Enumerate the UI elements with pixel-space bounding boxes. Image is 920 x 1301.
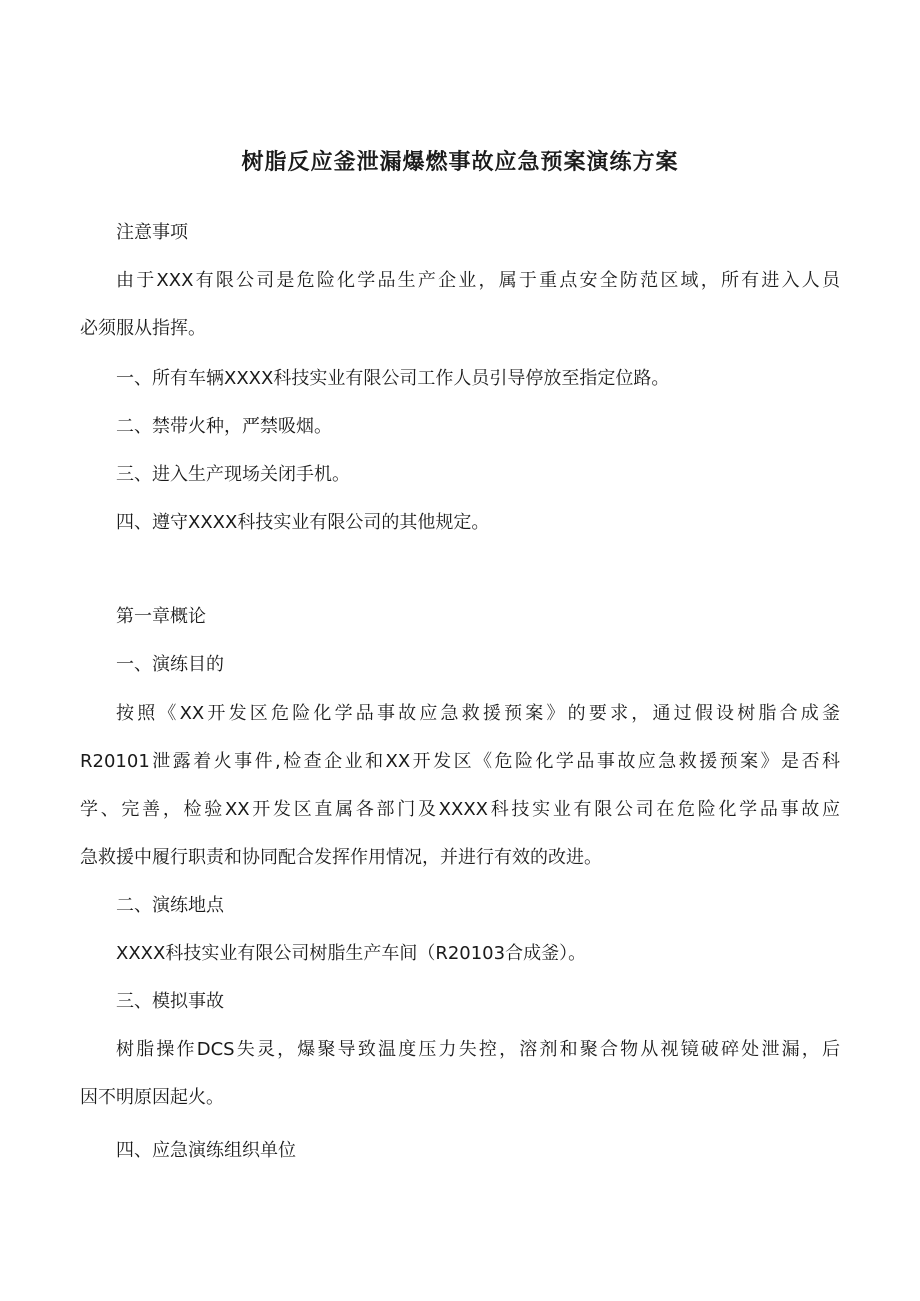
notice-item-1: 一、所有车辆XXXX科技实业有限公司工作人员引导停放至指定位路。 xyxy=(116,368,670,389)
document-title: 树脂反应釜泄漏爆燃事故应急预案演练方案 xyxy=(241,150,679,175)
section-1-line-2: R20101泄露着火事件,检查企业和XX开发区《危险化学品事故应急救援预案》是否科 xyxy=(80,751,840,772)
section-1-heading: 一、演练目的 xyxy=(116,654,224,675)
section-3-line-2: 因不明原因起火。 xyxy=(80,1087,224,1108)
section-1-line-3: 学、完善，检验XX开发区直属各部门及XXXX科技实业有限公司在危险化学品事故应 xyxy=(80,799,840,820)
notice-heading: 注意事项 xyxy=(116,222,188,243)
notice-item-3: 三、进入生产现场关闭手机。 xyxy=(116,464,350,485)
section-1-line-4: 急救援中履行职责和协同配合发挥作用情况，并进行有效的改进。 xyxy=(80,847,602,868)
notice-intro-line1: 由于XXX有限公司是危险化学品生产企业，属于重点安全防范区域，所有进入人员 xyxy=(116,270,840,291)
section-2-body: XXXX科技实业有限公司树脂生产车间（R20103合成釜）。 xyxy=(116,943,587,964)
section-4-heading: 四、应急演练组织单位 xyxy=(116,1140,296,1161)
notice-item-2: 二、禁带火种，严禁吸烟。 xyxy=(116,416,332,437)
section-1-line-1: 按照《XX开发区危险化学品事故应急救援预案》的要求，通过假设树脂合成釜 xyxy=(116,703,840,724)
section-3-line-1: 树脂操作DCS失灵，爆聚导致温度压力失控，溶剂和聚合物从视镜破碎处泄漏，后 xyxy=(116,1039,840,1060)
section-2-heading: 二、演练地点 xyxy=(116,895,224,916)
notice-intro-line2: 必须服从指挥。 xyxy=(80,318,206,339)
chapter-1-heading: 第一章概论 xyxy=(116,606,206,627)
section-3-heading: 三、模拟事故 xyxy=(116,991,224,1012)
notice-item-4: 四、遵守XXXX科技实业有限公司的其他规定。 xyxy=(116,512,490,533)
